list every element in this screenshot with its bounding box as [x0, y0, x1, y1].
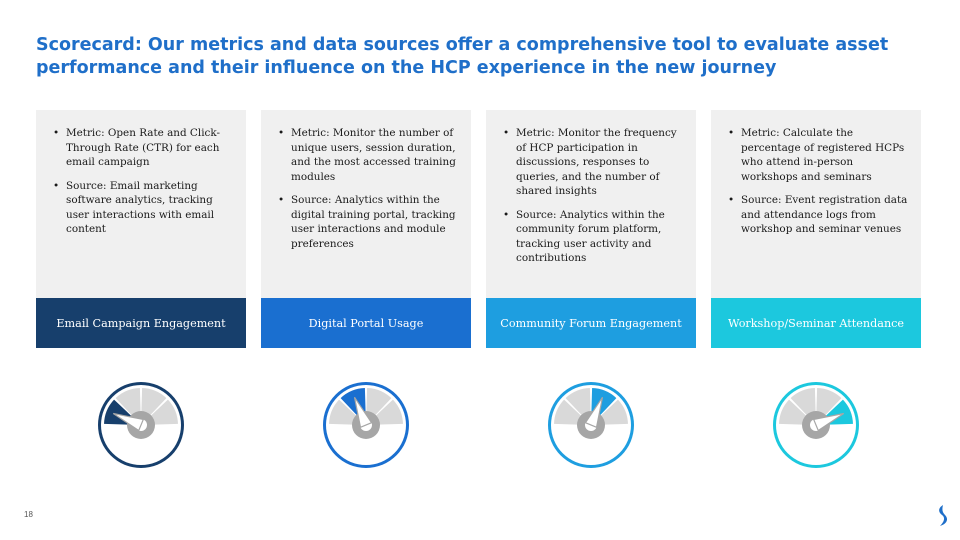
card-body — [711, 110, 921, 298]
metric-text: Monitor the number of unique users, session duration, and the most accessed training modules — [291, 127, 456, 183]
source-label: Source: — [66, 179, 107, 192]
source-text: Email marketing software analytics, tracking user interactions with email content — [66, 179, 215, 235]
metric-label: Metric: — [291, 127, 330, 139]
card-footer: Digital Portal Usage — [261, 298, 471, 348]
scorecard-card-portal — [261, 110, 471, 348]
source-bullet — [66, 179, 234, 237]
metric-bullet — [291, 126, 459, 184]
metric-text: Open Rate and Click-Through Rate (CTR) for each email campaign — [66, 127, 220, 168]
source-text: Analytics within the digital training portal, tracking user interactions and module preferences — [291, 194, 456, 250]
metric-label: Metric: — [741, 127, 780, 139]
gauge-icon — [546, 380, 636, 470]
scorecard-card-workshop — [711, 110, 921, 348]
card-footer: Community Forum Engagement — [486, 298, 696, 348]
metric-bullet — [741, 126, 909, 184]
scorecard-card-forum — [486, 110, 696, 348]
brand-logo-icon — [934, 504, 950, 528]
source-text: Event registration data and attendance logs from workshop and seminar venues — [741, 194, 908, 235]
page-title: Scorecard: Our metrics and data sources offer a comprehensive tool to evaluate asset performance and their influence on the HCP experience in the new journey — [36, 35, 889, 78]
gauge-icon — [96, 380, 186, 470]
metric-label: Metric: — [66, 127, 105, 139]
source-label: Source: — [516, 208, 557, 221]
metric-bullet — [516, 126, 684, 199]
metric-text: Monitor the frequency of HCP participation in discussions, responses to queries, and the number of shared insights — [516, 127, 677, 197]
source-bullet — [516, 208, 684, 266]
source-label: Source: — [741, 194, 782, 206]
card-body — [486, 110, 696, 298]
source-text: Analytics within the community forum platform, tracking user activity and contributions — [516, 208, 665, 264]
metric-text: Calculate the percentage of registered HCPs who attend in-person workshops and seminars — [741, 127, 905, 183]
metric-bullet — [66, 126, 234, 170]
metric-label: Metric: — [516, 127, 555, 139]
card-footer: Email Campaign Engagement — [36, 298, 246, 348]
source-bullet — [291, 193, 459, 251]
card-body — [36, 110, 246, 298]
card-body — [261, 110, 471, 298]
gauge-icon — [321, 380, 411, 470]
page-number: 18 — [24, 510, 33, 519]
scorecard-card-email — [36, 110, 246, 348]
card-footer: Workshop/Seminar Attendance — [711, 298, 921, 348]
source-label: Source: — [291, 194, 332, 206]
gauge-icon — [771, 380, 861, 470]
source-bullet — [741, 193, 909, 237]
